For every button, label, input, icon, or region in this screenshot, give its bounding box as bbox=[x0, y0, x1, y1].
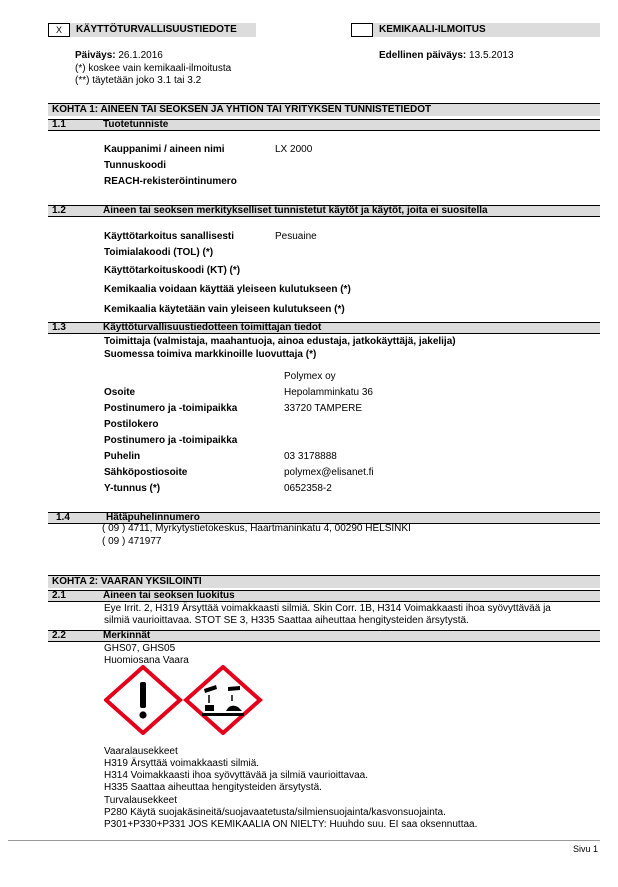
prev-date-label: Edellinen päiväys: bbox=[379, 50, 467, 61]
supplier-line-1: Toimittaja (valmistaja, maahantuoja, ainoa edustaja, jatkokäyttäjä, jakelija) bbox=[104, 336, 456, 347]
subsection-title: Käyttöturvallisuustiedotteen toimittajan tiedot bbox=[103, 322, 322, 333]
page-number: Sivu 1 bbox=[573, 844, 599, 854]
sds-checkbox[interactable]: X bbox=[48, 23, 70, 37]
exclamation-pictogram-icon bbox=[106, 667, 180, 733]
subsection-number: 1.1 bbox=[52, 119, 66, 130]
subsection-number: 2.1 bbox=[52, 590, 66, 601]
section-1-title: KOHTA 1: AINEEN TAI SEOKSEN JA YHTIÖN TAI YRITYKSEN TUNNISTETIEDOT bbox=[48, 103, 600, 116]
subsection-title: Tuotetunniste bbox=[103, 119, 169, 130]
h335-statement: H335 Saattaa aiheuttaa hengitysteiden ärsytystä. bbox=[104, 782, 322, 793]
footer-divider bbox=[8, 840, 600, 841]
use-label: Käyttötarkoitus sanallisesti bbox=[104, 231, 235, 242]
p301-statement: P301+P330+P331 JOS KEMIKAALIA ON NIELTY: Huuhdo suu. EI saa oksennuttaa. bbox=[104, 819, 478, 830]
h314-statement: H314 Voimakkaasti ihoa syövyttävää ja silmiä vaurioittavaa. bbox=[104, 770, 369, 781]
note-2: (**) täytetään joko 3.1 tai 3.2 bbox=[75, 75, 202, 86]
date-value: 26.1.2016 bbox=[118, 50, 163, 61]
pobox-label: Postilokero bbox=[104, 419, 159, 430]
ghs-pictograms bbox=[104, 665, 264, 735]
date-row bbox=[75, 50, 163, 62]
subsection-2-2 bbox=[48, 630, 600, 642]
classification-line-1: Eye Irrit. 2, H319 Ärsyttää voimakkaasti silmiä. Skin Corr. 1B, H314 Voimakkaasti ihoa syövyttävää ja bbox=[104, 603, 551, 614]
emergency-line-1: ( 09 ) 4711, Myrkytystietokeskus, Haartmaninkatu 4, 00290 HELSINKI bbox=[102, 523, 411, 534]
p280-statement: P280 Käytä suojakäsineitä/suojavaatetusta/silmiensuojainta/kasvonsuojainta. bbox=[104, 807, 446, 818]
address-label: Osoite bbox=[104, 387, 136, 398]
subsection-1-3 bbox=[48, 322, 600, 334]
subsection-2-1 bbox=[48, 590, 600, 602]
notice-label: KEMIKAALI-ILMOITUS bbox=[373, 23, 600, 37]
hazard-heading: Vaaralausekkeet bbox=[104, 746, 178, 757]
postal-label: Postinumero ja -toimipaikka bbox=[104, 403, 238, 414]
product-name-value: LX 2000 bbox=[275, 144, 313, 155]
address-value: Hepolamminkatu 36 bbox=[284, 387, 373, 398]
corrosion-pictogram-icon bbox=[186, 667, 260, 733]
consumer-only-label: Kemikaalia käytetään vain yleiseen kulutukseen (*) bbox=[104, 304, 345, 315]
emergency-line-2: ( 09 ) 471977 bbox=[102, 536, 162, 547]
reach-label: REACH-rekisteröintinumero bbox=[104, 176, 237, 187]
code-label: Tunnuskoodi bbox=[104, 160, 167, 171]
section-2-title: KOHTA 2: VAARAN YKSILÖINTI bbox=[48, 575, 600, 588]
signal-word: Huomiosana Vaara bbox=[104, 655, 189, 666]
email-label: Sähköpostiosoite bbox=[104, 467, 188, 478]
subsection-number: 1.3 bbox=[52, 322, 66, 333]
use-value: Pesuaine bbox=[275, 231, 317, 242]
sds-label: KÄYTTÖTURVALLISUUSTIEDOTE bbox=[70, 23, 256, 37]
ytunnus-value: 0652358-2 bbox=[284, 483, 332, 494]
phone-value: 03 3178888 bbox=[284, 451, 337, 462]
postal2-label: Postinumero ja -toimipaikka bbox=[104, 435, 238, 446]
notice-checkbox[interactable] bbox=[351, 23, 373, 37]
h319-statement: H319 Ärsyttää voimakkaasti silmiä. bbox=[104, 758, 260, 769]
subsection-number: 1.2 bbox=[52, 205, 66, 216]
subsection-title: Aineen tai seoksen luokitus bbox=[103, 590, 235, 601]
postal-value: 33720 TAMPERE bbox=[284, 403, 363, 414]
subsection-title: Aineen tai seoksen merkitykselliset tunnistetut käytöt ja käytöt, joita ei suositella bbox=[103, 205, 488, 216]
subsection-number: 2.2 bbox=[52, 630, 66, 641]
subsection-number: 1.4 bbox=[56, 512, 70, 523]
classification-line-2: silmiä vaurioittavaa. STOT SE 3, H335 Saattaa aiheuttaa hengitysteiden ärsytystä. bbox=[104, 615, 469, 626]
product-name-label: Kauppanimi / aineen nimi bbox=[104, 144, 225, 155]
note-1: (*) koskee vain kemikaali-ilmoitusta bbox=[75, 63, 232, 74]
precaution-heading: Turvalausekkeet bbox=[104, 795, 177, 806]
phone-label: Puhelin bbox=[104, 451, 141, 462]
email-value: polymex@elisanet.fi bbox=[284, 467, 374, 478]
tol-label: Toimialakoodi (TOL) (*) bbox=[104, 247, 214, 258]
prev-date-row bbox=[379, 50, 514, 62]
ghs-codes: GHS07, GHS05 bbox=[104, 643, 176, 654]
supplier-line-2: Suomessa toimiva markkinoille luovuttaja (*) bbox=[104, 349, 317, 360]
company-name: Polymex oy bbox=[284, 371, 336, 382]
subsection-1-1 bbox=[48, 119, 600, 131]
kt-label: Käyttötarkoituskoodi (KT) (*) bbox=[104, 265, 241, 276]
subsection-1-2 bbox=[48, 205, 600, 217]
prev-date-value: 13.5.2013 bbox=[469, 50, 514, 61]
ytunnus-label: Y-tunnus (*) bbox=[104, 483, 161, 494]
subsection-title: Merkinnät bbox=[103, 630, 151, 641]
date-label: Päiväys: bbox=[75, 50, 116, 61]
subsection-title: Hätäpuhelinnumero bbox=[106, 512, 200, 523]
consumer-label: Kemikaalia voidaan käyttää yleiseen kulutukseen (*) bbox=[104, 284, 351, 295]
